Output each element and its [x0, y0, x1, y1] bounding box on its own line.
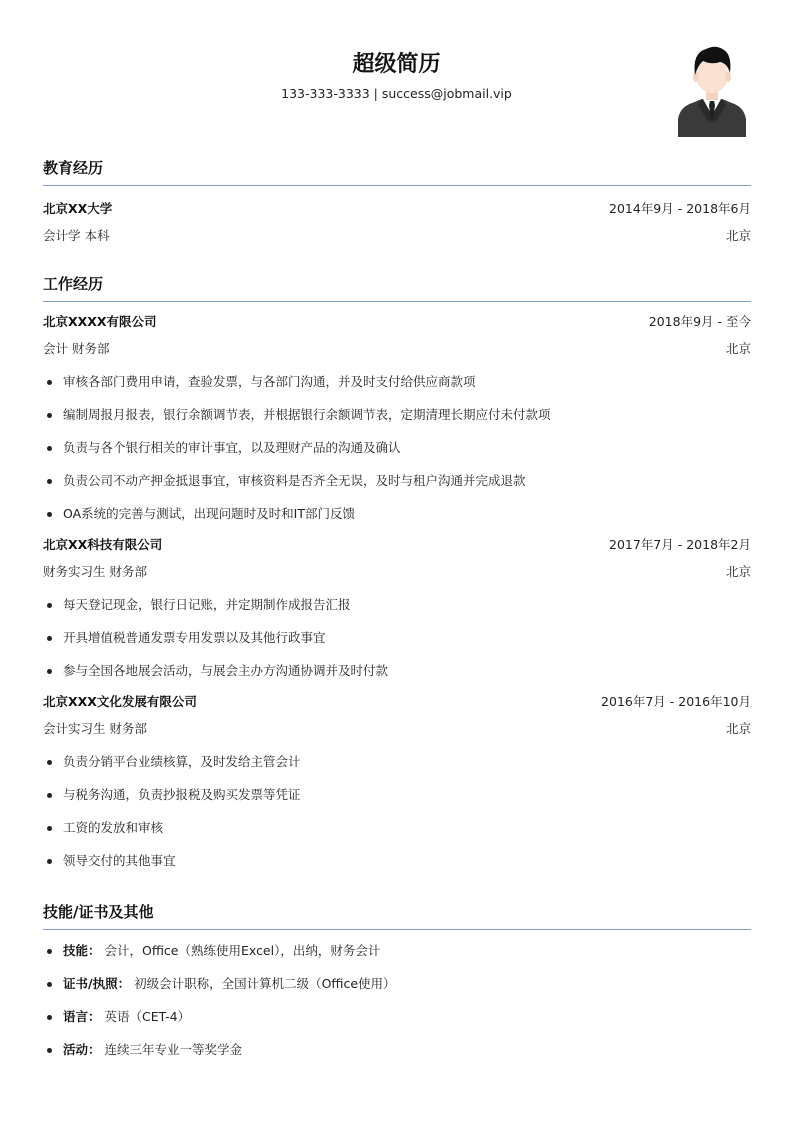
list-item: 领导交付的其他事宜 — [43, 852, 751, 870]
company-name: 北京XXXX有限公司 — [43, 314, 157, 329]
list-item — [43, 975, 751, 993]
work-duties-list — [43, 373, 751, 523]
list-item: 工资的发放和审核 — [43, 819, 751, 837]
skills-list — [43, 942, 751, 1059]
work-location: 北京 — [725, 721, 751, 736]
education-divider — [43, 185, 751, 186]
list-item: 审核各部门费用申请，查验发票，与各部门沟通，并及时支付给供应商款项 — [43, 373, 751, 391]
skills-divider — [43, 929, 751, 930]
education-section — [43, 158, 751, 245]
list-item — [43, 1041, 751, 1059]
list-item: 负责分销平台业绩核算，及时发给主管会计 — [43, 753, 751, 771]
skill-label: 语言： — [63, 1009, 101, 1024]
list-item: 负责公司不动产押金抵退事宜，审核资料是否齐全无误，及时与租户沟通并完成退款 — [43, 472, 751, 490]
list-item: 与税务沟通，负责抄报税及购买发票等凭证 — [43, 786, 751, 804]
work-period: 2017年7月 - 2018年2月 — [609, 537, 751, 552]
resume-name: 超级简历 — [352, 52, 441, 77]
list-item: 开具增值税普通发票专用发票以及其他行政事宜 — [43, 629, 751, 647]
education-period: 2014年9月 - 2018年6月 — [609, 201, 751, 216]
skill-text: 连续三年专业一等奖学金 — [104, 1042, 243, 1057]
education-location: 北京 — [725, 228, 751, 243]
skill-label: 技能： — [63, 943, 101, 958]
work-role: 会计实习生 财务部 — [43, 721, 147, 736]
skills-title: 技能/证书及其他 — [43, 903, 154, 921]
work-location: 北京 — [725, 564, 751, 579]
company-name: 北京XX科技有限公司 — [43, 537, 163, 552]
education-degree: 会计学 本科 — [43, 228, 110, 243]
list-item: OA系统的完善与测试，出现问题时及时和IT部门反馈 — [43, 505, 751, 523]
work-role: 财务实习生 财务部 — [43, 564, 147, 579]
education-title: 教育经历 — [43, 159, 104, 177]
list-item — [43, 1008, 751, 1026]
list-item: 每天登记现金，银行日记账，并定期制作成报告汇报 — [43, 596, 751, 614]
contact-info: 133-333-3333 | success@jobmail.vip — [281, 86, 512, 101]
work-entry — [43, 313, 751, 523]
skill-text: 初级会计职称，全国计算机二级（Office使用） — [134, 976, 396, 991]
work-divider — [43, 301, 751, 302]
work-duties-list — [43, 753, 751, 870]
skill-label: 证书/执照： — [63, 976, 131, 991]
company-name: 北京XXX文化发展有限公司 — [43, 694, 197, 709]
work-period: 2018年9月 - 至今 — [648, 314, 751, 329]
work-entry — [43, 693, 751, 870]
skills-section — [43, 902, 751, 1059]
education-entry — [43, 200, 751, 245]
work-title: 工作经历 — [43, 275, 104, 293]
work-section — [43, 274, 751, 302]
skill-label: 活动： — [63, 1042, 101, 1057]
work-entry — [43, 536, 751, 680]
list-item: 负责与各个银行相关的审计事宜，以及理财产品的沟通及确认 — [43, 439, 751, 457]
skill-text: 英语（CET-4） — [104, 1009, 191, 1024]
work-duties-list — [43, 596, 751, 680]
list-item: 编制周报月报表，银行余额调节表，并根据银行余额调节表，定期清理长期应付未付款项 — [43, 406, 751, 424]
list-item: 参与全国各地展会活动，与展会主办方沟通协调并及时付款 — [43, 662, 751, 680]
work-role: 会计 财务部 — [43, 341, 110, 356]
male-avatar-icon — [676, 41, 748, 137]
work-period: 2016年7月 - 2016年10月 — [601, 694, 751, 709]
school-name: 北京XX大学 — [43, 201, 113, 216]
work-location: 北京 — [725, 341, 751, 356]
list-item — [43, 942, 751, 960]
skill-text: 会计，Office（熟练使用Excel），出纳，财务会计 — [104, 943, 381, 958]
